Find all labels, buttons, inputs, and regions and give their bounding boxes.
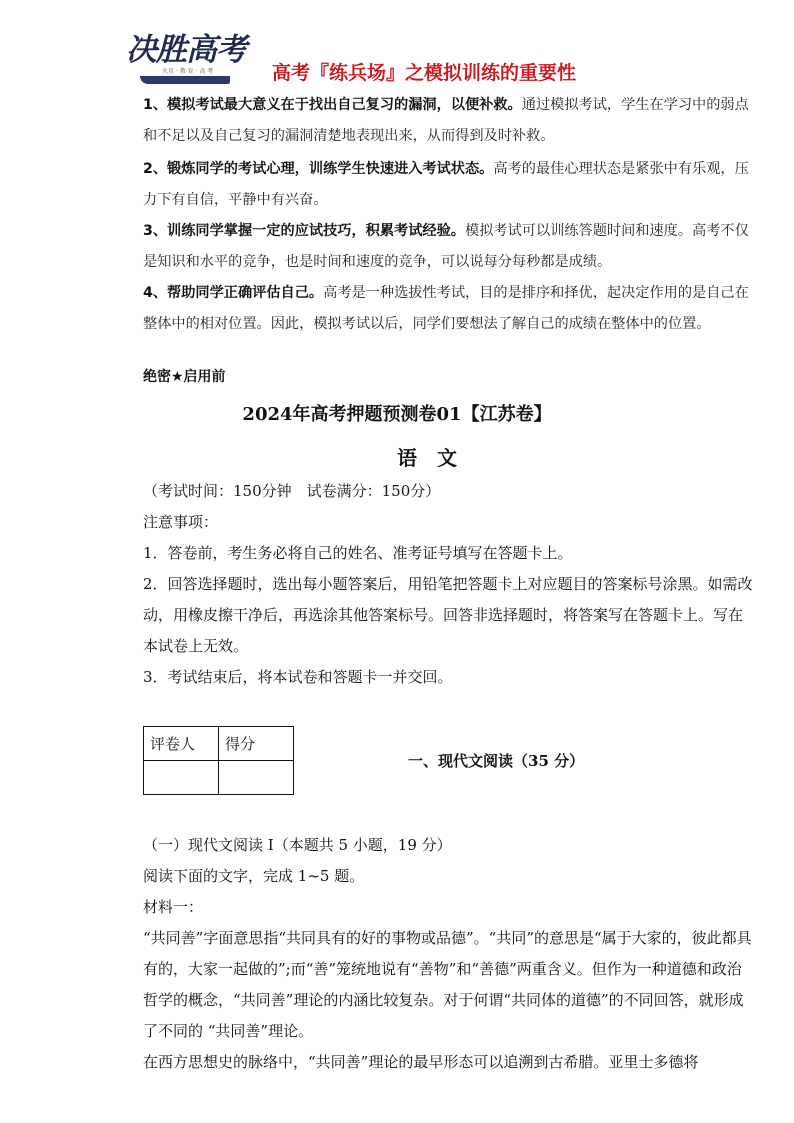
material-paragraph-2: 在西方思想史的脉络中，“共同善”理论的最早形态可以追溯到古希腊。亚里士多德将 bbox=[143, 1053, 699, 1071]
section-heading: 一、现代文阅读（35 分） bbox=[408, 752, 585, 770]
importance-bold: 1、模拟考试最大意义在于找出自己复习的漏洞，以便补救。 bbox=[143, 97, 522, 113]
importance-item-4 bbox=[143, 278, 755, 340]
importance-text: 高考的最佳心理状态是紧张中有乐观，压力下有自信，平静中有兴奋。 bbox=[143, 161, 749, 208]
exam-info: （考试时间：150分钟 试卷满分：150分） bbox=[143, 482, 441, 500]
notice-2: 2．回答选择题时，选出每小题答案后，用铅笔把答题卡上对应题目的答案标号涂黑。如需改动，用橡皮擦干净后，再选涂其他答案标号。回答非选择题时，将答案写在答题卡上。写在本试卷上无效。 bbox=[143, 575, 753, 655]
logo-tagline: 火星 · 教 育 · 高 考 bbox=[162, 68, 214, 75]
importance-text: 模拟考试可以训练答题时间和速度。高考不仅是知识和水平的竞争，也是时间和速度的竞争，可以说每分每秒都是成绩。 bbox=[143, 223, 749, 270]
notice-heading: 注意事项： bbox=[143, 513, 219, 531]
exam-title: 2024年高考押题预测卷01【江苏卷】 bbox=[242, 404, 552, 425]
part-heading: （一）现代文阅读 I（本题共 5 小题，19 分） bbox=[143, 836, 452, 854]
instruction: 阅读下面的文字，完成 1~5 题。 bbox=[143, 867, 365, 885]
importance-item-1 bbox=[143, 90, 755, 152]
material-paragraph-1: “共同善”字面意思指“共同具有的好的事物或品德”。“共同”的意思是“属于大家的，彼此都具有的，大家一起做的”;而“善”笼统地说有“善物”和“善德”两重含义。但作为一种道德和政治哲学的概念，“共同善”理论的内涵比较复杂。对于何谓“共同体的道德”的不同回答，就形成了不同的 “共同善”理论。 bbox=[143, 929, 752, 1040]
logo bbox=[126, 18, 246, 90]
notice-3: 3．考试结束后，将本试卷和答题卡一并交回。 bbox=[143, 668, 453, 686]
subject-title: 语文 bbox=[397, 446, 477, 470]
material-label: 材料一： bbox=[143, 898, 204, 916]
importance-item-3 bbox=[143, 216, 755, 278]
banner-title: 高考『练兵场』之模拟训练的重要性 bbox=[272, 62, 577, 84]
logo-swoosh-icon bbox=[140, 76, 230, 84]
grader-cell[interactable] bbox=[144, 761, 219, 795]
score-table-header-score: 得分 bbox=[219, 727, 294, 761]
importance-bold: 2、锻炼同学的考试心理，训练学生快速进入考试状态。 bbox=[143, 161, 494, 177]
score-table bbox=[143, 726, 294, 795]
logo-text: 决胜高考 bbox=[126, 32, 246, 68]
importance-item-2 bbox=[143, 154, 755, 216]
score-cell[interactable] bbox=[219, 761, 294, 795]
importance-bold: 4、帮助同学正确评估自己。 bbox=[143, 285, 324, 301]
importance-bold: 3、训练同学掌握一定的应试技巧，积累考试经验。 bbox=[143, 223, 465, 239]
confidential-label: 绝密★启用前 bbox=[143, 369, 226, 385]
notice-1: 1．答卷前，考生务必将自己的姓名、准考证号填写在答题卡上。 bbox=[143, 544, 573, 562]
importance-text: 通过模拟考试，学生在学习中的弱点和不足以及自己复习的漏洞清楚地表现出来，从而得到及时补救。 bbox=[143, 97, 749, 144]
score-table-header-grader: 评卷人 bbox=[144, 727, 219, 761]
importance-text: 高考是一种选拔性考试，目的是排序和择优，起决定作用的是自己在整体中的相对位置。因此，模拟考试以后，同学们要想法了解自己的成绩在整体中的位置。 bbox=[143, 285, 749, 332]
